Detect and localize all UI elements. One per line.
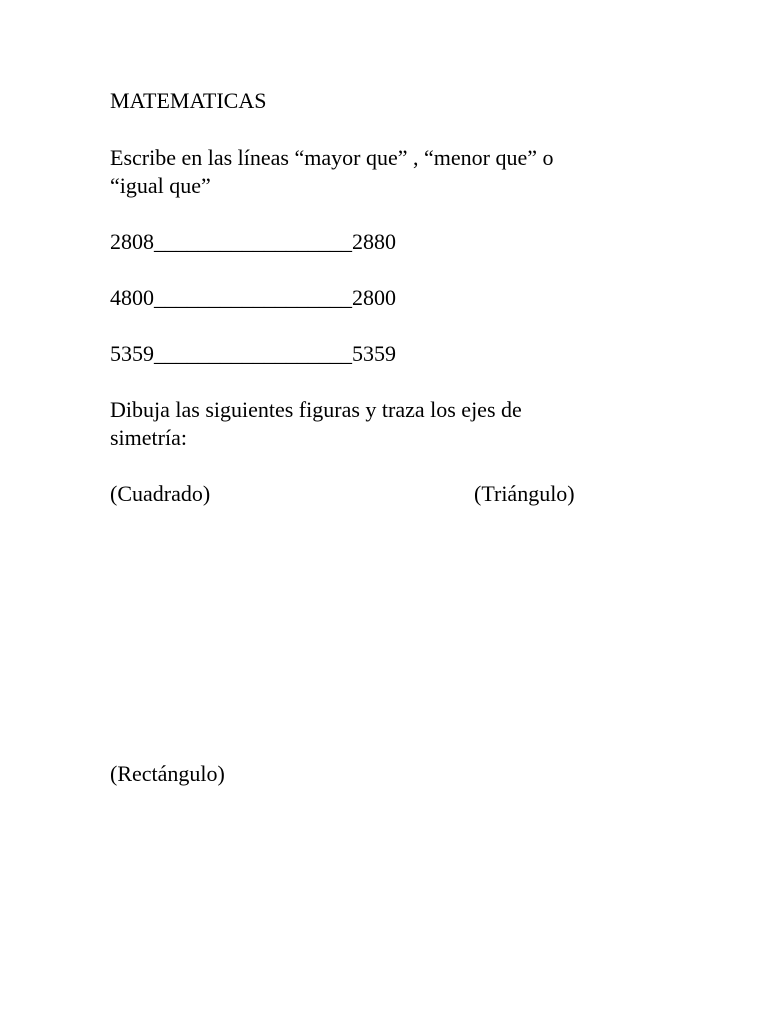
instruction-text-line-4: simetría: bbox=[110, 425, 187, 450]
comparison-left-number: 4800 bbox=[110, 285, 154, 310]
answer-blank: __________________ bbox=[154, 229, 352, 254]
instruction-text-line-2: “igual que” bbox=[110, 173, 211, 198]
instruction-text-line-3: Dibuja las siguientes figuras y traza los ejes de bbox=[110, 397, 522, 422]
comparison-left-number: 5359 bbox=[110, 341, 154, 366]
comparison-right-number: 2880 bbox=[352, 229, 396, 254]
instruction-text-line-1: Escribe en las líneas “mayor que” , “menor que” o bbox=[110, 145, 554, 170]
comparison-row bbox=[110, 284, 396, 311]
answer-blank: __________________ bbox=[154, 341, 352, 366]
figure-label-triangulo: (Triángulo) bbox=[474, 481, 575, 506]
comparison-right-number: 5359 bbox=[352, 341, 396, 366]
comparison-row bbox=[110, 228, 396, 255]
figure-label-rectangulo: (Rectángulo) bbox=[110, 761, 225, 786]
figure-label-cuadrado: (Cuadrado) bbox=[110, 481, 211, 506]
comparison-left-number: 2808 bbox=[110, 229, 154, 254]
comparison-row bbox=[110, 340, 396, 367]
page-title: MATEMATICAS bbox=[110, 88, 267, 113]
comparison-right-number: 2800 bbox=[352, 285, 396, 310]
answer-blank: __________________ bbox=[154, 285, 352, 310]
